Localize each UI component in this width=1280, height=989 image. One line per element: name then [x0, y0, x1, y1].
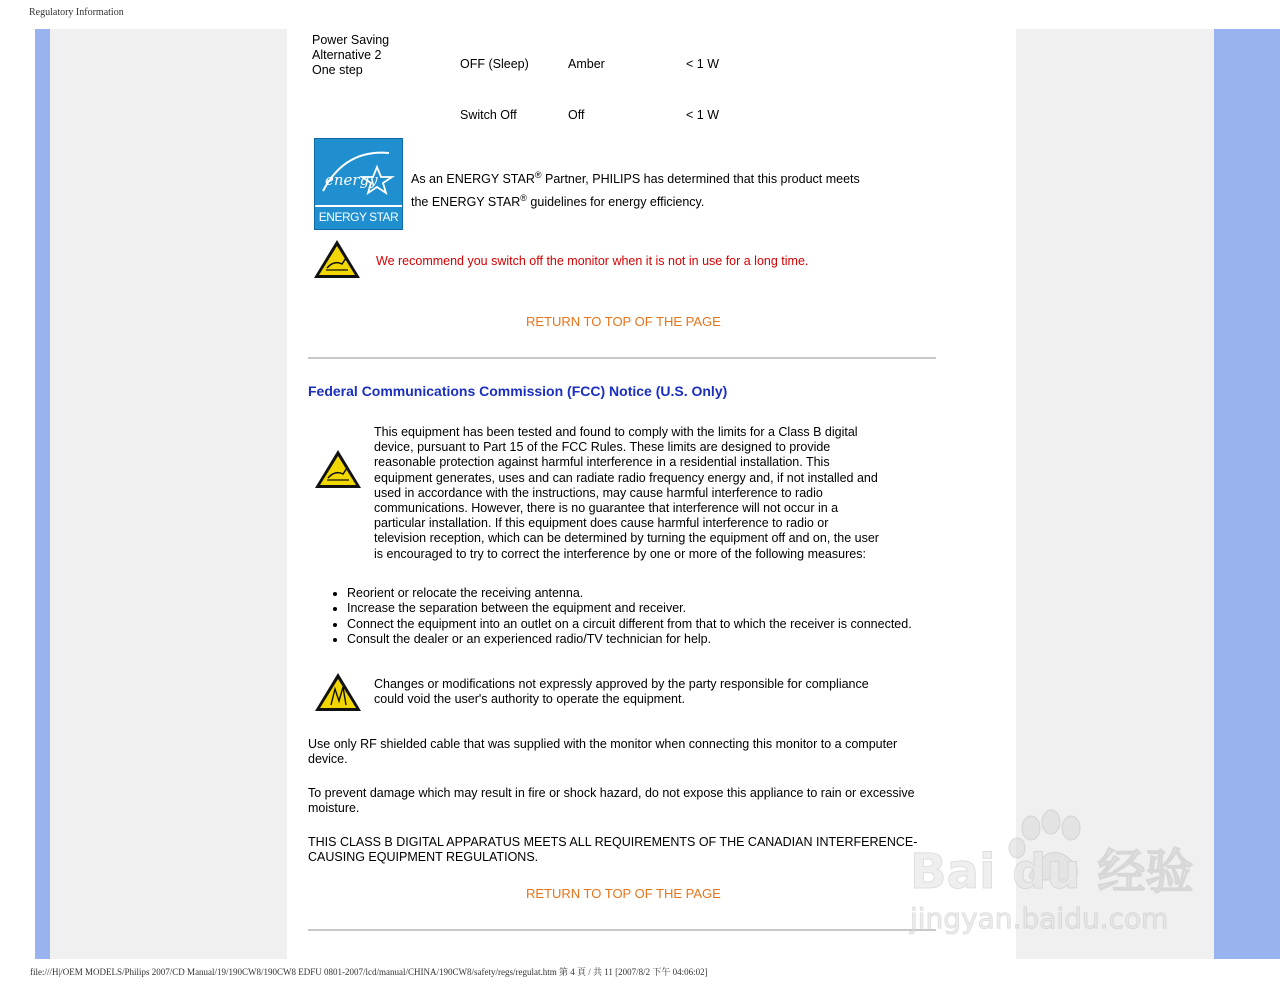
paragraph-line: equipment generates, uses and can radiate radio frequency energy and, if not installed and: [374, 470, 878, 485]
paragraph-line: THIS CLASS B DIGITAL APPARATUS MEETS ALL REQUIREMENTS OF THE CANADIAN INTERFERENCE-: [308, 835, 918, 849]
fcc-section-title: Federal Communications Commission (FCC) Notice (U.S. Only): [308, 383, 728, 399]
return-to-top-link[interactable]: RETURN TO TOP OF THE PAGE: [526, 886, 721, 901]
paragraph-line: reasonable protection against harmful interference in a residential installation. This: [374, 455, 830, 470]
left-gray-margin: [50, 29, 287, 959]
recommend-notice: We recommend you switch off the monitor when it is not in use for a long time.: [376, 254, 809, 268]
registered-mark: ®: [534, 170, 542, 180]
energy-star-line1-pre: As an ENERGY STAR: [411, 172, 535, 187]
paragraph-line: Changes or modifications not expressly approved by the party responsible for compliance: [374, 677, 869, 691]
caution-icon: [313, 671, 363, 715]
modifications-warning: [374, 677, 869, 707]
measure-list-item: • Reorient or relocate the receiving antenna.: [347, 586, 912, 601]
paragraph-line: This equipment has been tested and found to comply with the limits for a Class B digital: [374, 425, 858, 439]
paragraph-line: moisture.: [308, 801, 360, 816]
canadian-compliance-statement: [308, 835, 917, 865]
measure-list-item: • Increase the separation between the equipment and receiver.: [347, 601, 912, 616]
energy-star-band: ENERGY STAR: [315, 205, 402, 229]
energy-star-logo-graphic: [315, 139, 402, 207]
energy-star-line1-post: Partner, PHILIPS has determined that this product meets: [541, 172, 860, 187]
energy-star-logo: [314, 138, 403, 230]
power-state-cell: OFF (Sleep): [460, 57, 529, 71]
led-color-cell: Amber: [568, 57, 605, 71]
paragraph-line: To prevent damage which may result in fire or shock hazard, do not expose this appliance to rain or excessive: [308, 786, 915, 800]
fcc-compliance-paragraph: [374, 425, 879, 562]
paragraph-line: device.: [308, 752, 348, 767]
paragraph-line: is encouraged to try to correct the interference by one or more of the following measures:: [374, 546, 866, 561]
footer-file-path: file:///H|/OEM MODELS/Philips 2007/CD Manual/19/190CW8/190CW8 EDFU 0801-2007/lcd/manual/CHINA/190CW8/safety/regs/regulat.htm 第 4 頁 / 共 11 [2007/8/2 下午 04:06:02]: [30, 967, 708, 977]
energy-star-script: energy: [325, 171, 378, 189]
paragraph-line: could void the user's authority to operate the equipment.: [374, 692, 685, 707]
interference-measures-list: [310, 586, 912, 647]
rf-cable-notice: [308, 737, 897, 767]
watermark-brand: Bai du 经验: [910, 844, 1194, 900]
measure-list-item: • Consult the dealer or an experienced radio/TV technician for help.: [347, 632, 912, 647]
caution-icon: [313, 448, 363, 492]
page-header-title: Regulatory Information: [29, 7, 124, 18]
baidu-jingyan-watermark: [905, 800, 1205, 940]
paragraph-line: Use only RF shielded cable that was supplied with the monitor when connecting this monitor to a computer: [308, 737, 898, 751]
led-color-cell: Off: [568, 108, 585, 122]
paragraph-line: particular installation. If this equipment does cause harmful interference to radio or: [374, 516, 829, 531]
left-blue-margin: [35, 29, 50, 959]
paragraph-line: used in accordance with the instructions, may cause harmful interference to radio: [374, 485, 823, 500]
section-divider: [308, 357, 936, 359]
energy-star-line2-pre: the ENERGY STAR: [411, 195, 521, 210]
power-state-cell: Switch Off: [460, 108, 517, 122]
watermark-url: jingyan.baidu.com: [910, 902, 1169, 935]
paragraph-line: CAUSING EQUIPMENT REGULATIONS.: [308, 850, 539, 865]
caution-icon: [312, 238, 362, 282]
energy-star-line2-post: guidelines for energy efficiency.: [526, 195, 705, 210]
paragraph-line: device, pursuant to Part 15 of the FCC Rules. These limits are designed to provide: [374, 440, 831, 455]
power-mode-cell: Power Saving Alternative 2 One step: [312, 33, 390, 78]
paragraph-line: television reception, which can be determined by turning the equipment off and on, the user: [374, 531, 879, 546]
paragraph-line: communications. However, there is no guarantee that interference will not occur in a: [374, 501, 839, 516]
power-consumption-cell: < 1 W: [686, 108, 719, 122]
power-consumption-cell: < 1 W: [686, 57, 719, 71]
section-divider: [308, 929, 936, 931]
return-to-top-link[interactable]: RETURN TO TOP OF THE PAGE: [526, 314, 721, 329]
right-blue-margin: [1214, 29, 1280, 959]
moisture-warning: [308, 786, 915, 816]
energy-star-statement: [411, 166, 860, 212]
registered-mark: ®: [520, 193, 527, 204]
measure-list-item: • Connect the equipment into an outlet on a circuit different from that to which the receiver is connected.: [347, 617, 912, 632]
